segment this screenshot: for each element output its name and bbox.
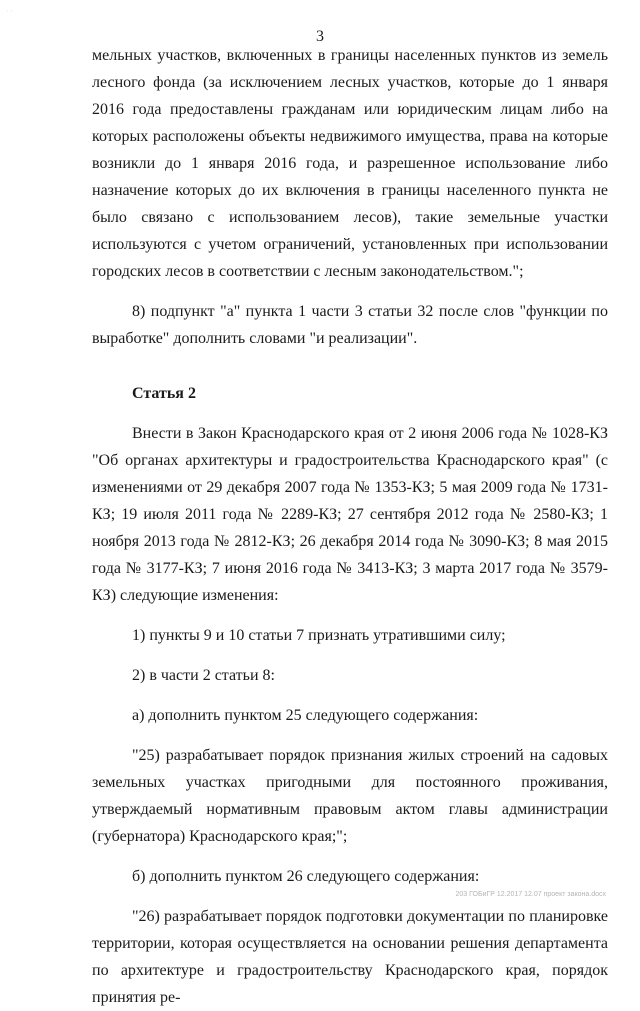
paragraph-continuation: мельных участков, включенных в границы населенных пунктов из земель лесного фонда (за исключением лесных участков, которые до 1 января 2016 года предоставлены гражданам или юридическим лицам либо на которых расположены объекты недвижимого имущества, права на которые возникли до 1 января 2016 года, и разрешенное использование либо назначение которых до их включения в границы населенного пункта не было связано с использованием лесов), такие земельные участки используются с учетом ограничений, установленных при использовании городских лесов в соответствии с лесным законодательством."; bbox=[92, 47, 608, 280]
document-footer: 203 ГОБиГР 12.2017 12.07 проект закона.docx bbox=[455, 891, 606, 898]
article-item-2: 2) в части 2 статьи 8: bbox=[132, 667, 275, 684]
document-body bbox=[92, 42, 608, 1011]
article-item-2a: а) дополнить пунктом 25 следующего содержания: bbox=[132, 707, 479, 724]
page-number: 3 bbox=[316, 28, 324, 45]
article-item-2b: б) дополнить пунктом 26 следующего содержания: bbox=[132, 868, 480, 885]
article-intro-paragraph: Внести в Закон Краснодарского края от 2 июня 2006 года № 1028-КЗ "Об органах архитектуры и градостроительства Краснодарского края" (с изменениями от 29 декабря 2007 года № 1353-КЗ; 5 мая 2009 года № 1731-КЗ; 19 июля 2011 года № 2289-КЗ; 27 сентября 2012 года № 2580-КЗ; 1 ноября 2013 года № 2812-КЗ; 26 декабря 2014 года № 3090-КЗ; 8 мая 2015 года № 3177-КЗ; 7 июня 2016 года № 3413-КЗ; 3 марта 2017 года № 3579-КЗ) следующие изменения: bbox=[92, 425, 608, 604]
article-heading: Статья 2 bbox=[132, 385, 196, 402]
paragraph-item-8: 8) подпункт "а" пункта 1 части 3 статьи 32 после слов "функции по выработке" дополнить словами "и реализации". bbox=[92, 303, 608, 347]
article-item-2a-text: "25) разрабатывает порядок признания жилых строений на садовых земельных участках пригодными для постоянного проживания, утверждаемый нормативным правовым актом главы администрации (губернатора) Краснодарского края;"; bbox=[92, 747, 608, 845]
article-item-1: 1) пункты 9 и 10 статьи 7 признать утратившими силу; bbox=[132, 627, 506, 644]
article-item-2b-text: "26) разрабатывает порядок подготовки документации по планировке территории, которая осуществляется на основании решения департамента по архитектуре и градостроительству Краснодарского края, порядок принятия ре- bbox=[92, 908, 608, 1006]
scan-corner-mark: · · bbox=[6, 8, 13, 15]
